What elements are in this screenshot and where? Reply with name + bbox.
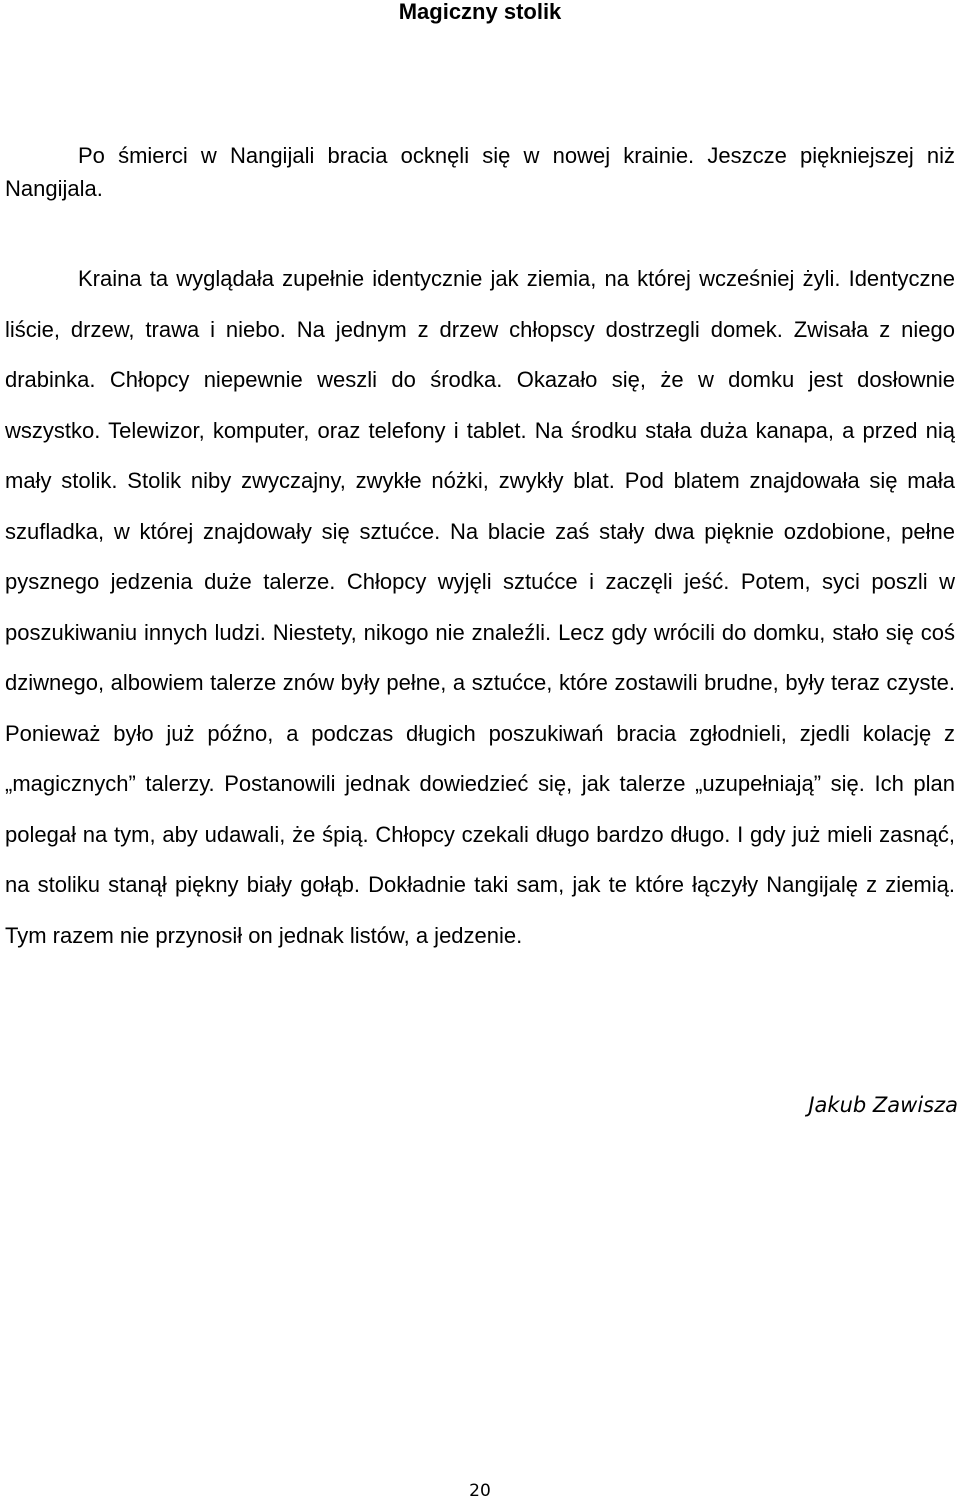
- page-title: Magiczny stolik: [398, 0, 562, 24]
- author-signature: Jakub Zawisza: [808, 1093, 958, 1117]
- paragraph-intro: Po śmierci w Nangijali bracia ocknęli się w nowej krainie. Jeszcze piękniejszej niż Nangijala.: [5, 143, 955, 201]
- page-number: 20: [469, 1481, 491, 1501]
- paragraph-story: Kraina ta wyglądała zupełnie identycznie jak ziemia, na której wcześniej żyli. Identyczne liście, drzew, trawa i niebo. Na jednym z drzew chłopscy dostrzegli domek. Zwisała z niego drabinka. Chłopcy niepewnie weszli do środka. Okazało się, że w domku jest dosłownie wszystko. Telewizor, komputer, oraz telefony i tablet. Na środku stała duża kanapa, a przed nią mały stolik. Stolik niby zwyczajny, zwykłe nóżki, zwykły blat. Pod blatem znajdowała się mała szufladka, w której znajdowały się sztućce. Na blacie zaś stały dwa pięknie ozdobione, pełne pysznego jedzenia duże talerze. Chłopcy wyjęli sztućce i zaczęli jeść. Potem, syci poszli w poszukiwaniu innych ludzi. Niestety, nikogo nie znaleźli. Lecz gdy wrócili do domku, stało się coś dziwnego, albowiem talerze znów były pełne, a sztućce, które zostawili brudne, były teraz czyste. Ponieważ było już późno, a podczas długich poszukiwań bracia zgłodnieli, zjedli kolację z „magicznych” talerzy. Postanowili jednak dowiedzieć się, jak talerze „uzupełniają” się. Ich plan polegał na tym, aby udawali, że śpią. Chłopcy czekali długo bardzo długo. I gdy już mieli zasnąć, na stoliku stanął piękny biały gołąb. Dokładnie taki sam, jak te które łączyły Nangijalę z ziemią. Tym razem nie przynosił on jednak listów, a jedzenie.: [5, 266, 955, 948]
